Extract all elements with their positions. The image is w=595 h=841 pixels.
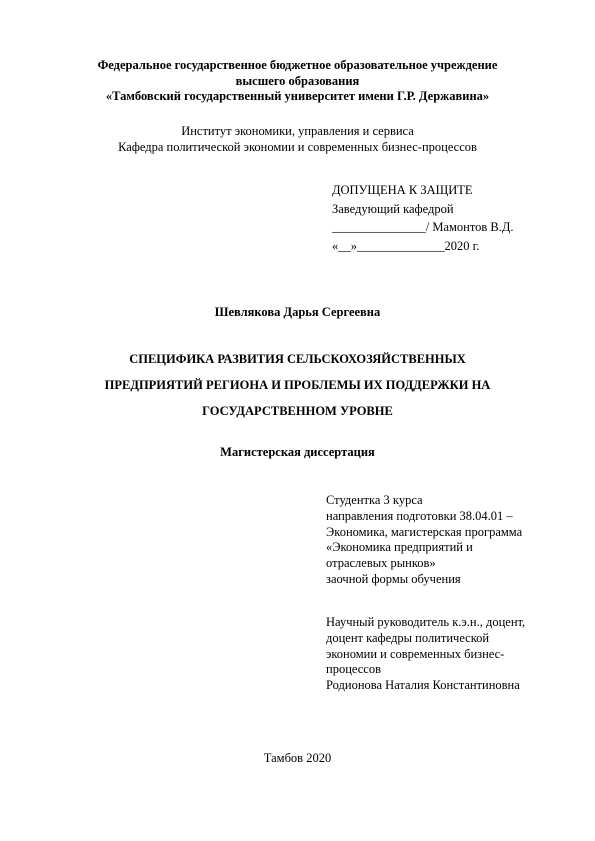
approval-heading: ДОПУЩЕНА К ЗАЩИТЕ — [332, 183, 473, 197]
organization-line-3: «Тамбовский государственный университет имени Г.Р. Державина» — [105, 89, 490, 103]
student-line-4: «Экономика предприятий и — [326, 540, 473, 555]
approval-role: Заведующий кафедрой — [332, 201, 454, 216]
student-line-5: отраслевых рынков» — [326, 556, 436, 571]
city-year: Тамбов 2020 — [263, 751, 332, 765]
supervisor-line-4: процессов — [326, 662, 381, 677]
approval-signature-line: _______________/ Мамонтов В.Д. — [332, 220, 514, 234]
supervisor-line-1: Научный руководитель к.э.н., доцент, — [326, 615, 526, 629]
thesis-title — [0, 346, 595, 424]
student-info — [326, 493, 522, 588]
organization-header — [0, 58, 595, 105]
student-line-3: Экономика, магистерская программа — [326, 524, 523, 539]
author-name: Шевлякова Дарья Сергеевна — [214, 305, 381, 319]
approval-date-line: «__»______________2020 г. — [332, 238, 480, 253]
student-line-6: заочной формы обучения — [326, 571, 461, 586]
organization-line-1: Федеральное государственное бюджетное образовательное учреждение — [97, 58, 498, 72]
department-name: Кафедра политической экономии и современных бизнес-процессов — [118, 139, 477, 154]
thesis-title-line-3: ГОСУДАРСТВЕННОМ УРОВНЕ — [202, 404, 393, 418]
student-line-1: Студентка 3 курса — [326, 493, 423, 507]
organization-line-2: высшего образования — [235, 73, 360, 88]
institute-block — [0, 124, 595, 155]
supervisor-line-5: Родионова Наталия Константиновна — [326, 678, 520, 693]
work-type: Магистерская диссертация — [220, 445, 375, 459]
institute-name: Институт экономики, управления и сервиса — [181, 124, 414, 138]
student-line-2: направления подготовки 38.04.01 – — [326, 508, 513, 523]
supervisor-line-2: доцент кафедры политической — [326, 630, 490, 645]
approval-block — [332, 181, 514, 255]
thesis-title-line-1: СПЕЦИФИКА РАЗВИТИЯ СЕЛЬСКОХОЗЯЙСТВЕННЫХ — [129, 352, 466, 366]
thesis-title-line-2: ПРЕДПРИЯТИЙ РЕГИОНА И ПРОБЛЕМЫ ИХ ПОДДЕРЖКИ НА — [104, 378, 491, 392]
supervisor-line-3: экономии и современных бизнес- — [326, 646, 505, 661]
supervisor-info — [326, 615, 525, 694]
